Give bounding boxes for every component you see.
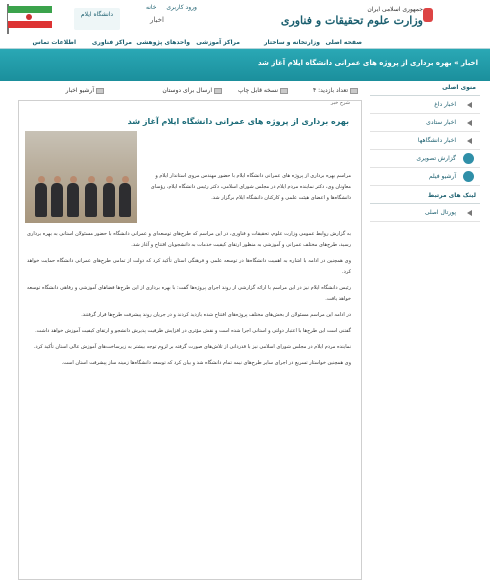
arrow-icon — [467, 102, 472, 108]
nav-contact[interactable]: اطلاعات تماس — [32, 39, 76, 46]
nav-education[interactable]: مراکز آموزشی — [196, 39, 240, 46]
sidebar-item-staff-news[interactable]: اخبار ستادی — [370, 114, 480, 132]
home-link[interactable]: خانه — [146, 4, 157, 11]
ministry-logo[interactable] — [280, 4, 435, 32]
arrow-icon — [467, 138, 472, 144]
section-label: اخبار — [150, 16, 164, 24]
top-links — [138, 4, 197, 11]
article-box — [18, 100, 362, 580]
article-paragraph: رئیس دانشگاه ایلام نیز در این مراسم با ارائه گزارشی از روند اجرای پروژه‌ها گفت: با بهره برداری از این طرح‌ها فضاهای آموزشی و رفاهی دانشگاه توسعه خواهد یافت. — [27, 285, 351, 302]
related-links-title: لینک های مرتبط — [370, 192, 480, 204]
article-lead: مراسم بهره برداری از پروژه های عمرانی دانشگاه ایلام با حضور مهندس مروی استاندار ایلام و معاونان وی، دکتر نماینده مردم ایلام در مجلس شورای اسلامی، دکتر رئیس دانشگاه ایلام، رؤسای دانشگاه‌ها و اعضای هیئت علمی و کارکنان دانشگاه ایلام برگزار شد. — [150, 173, 351, 201]
ministry-small-text: جمهوری اسلامی ایران — [367, 6, 423, 13]
breadcrumb-text[interactable]: اخبار » بهره برداری از پروژه های عمرانی دانشگاه ایلام آغاز شد — [257, 59, 478, 67]
article-photo — [25, 131, 137, 223]
eye-icon — [350, 88, 358, 94]
article-title: بهره برداری از پروژه های عمرانی دانشگاه ایلام آغاز شد — [127, 117, 349, 126]
article-tools — [18, 86, 362, 98]
arrow-icon — [467, 120, 472, 126]
camera-icon — [463, 153, 474, 164]
sidebar-item-university-news[interactable]: اخبار دانشگاهها — [370, 132, 480, 150]
article-paragraph: نماینده مردم ایلام در مجلس شورای اسلامی نیز با قدردانی از تلاش‌های صورت گرفته بر لزوم توجه بیشتر به زیرساخت‌های آموزش عالی استان تأکید کرد. — [33, 344, 351, 350]
sidebar-item-hot-news[interactable]: اخبار داغ — [370, 96, 480, 114]
box-label: شرح خبر — [328, 100, 353, 106]
main-nav — [0, 37, 490, 49]
emblem-icon — [423, 8, 433, 22]
article-paragraph: وی همچنین در ادامه با اشاره به اهمیت دانشگاه‌ها در توسعه علمی و فرهنگی استان تأکید کرد که دولت از تمامی طرح‌های عمرانی دانشگاه حمایت خواهد کرد. — [27, 258, 351, 275]
sidebar-item-video-archive[interactable]: آرشیو فیلم — [370, 168, 480, 186]
ministry-title: وزارت علوم تحقیقات و فناوری — [280, 14, 423, 27]
view-count: تعداد بازدید: ۴ — [313, 87, 358, 94]
related-link-portal[interactable]: پورتال اصلی — [370, 204, 480, 222]
sidebar-menu-title: منوی اصلی — [370, 84, 480, 96]
print-button[interactable]: نسخه قابل چاپ — [238, 87, 288, 94]
sidebar — [370, 84, 480, 304]
university-logo: دانشگاه ایلام — [74, 8, 120, 30]
print-icon — [280, 88, 288, 94]
archive-icon — [96, 88, 104, 94]
article-paragraph: گفتنی است این طرح‌ها با اعتبار دولتی و استانی اجرا شده است و نقش مؤثری در افزایش ظرفیت پذیرش دانشجو و ارتقای کیفیت آموزش خواهد داشت. — [35, 328, 351, 334]
iran-flag-icon — [8, 6, 52, 28]
breadcrumb — [0, 49, 490, 81]
article-paragraph: در ادامه این مراسم مسئولان از بخش‌های مختلف پروژه‌های افتتاح شده بازدید کردند و در جریان روند پیشرفت طرح‌ها قرار گرفتند. — [81, 312, 351, 318]
article-paragraph: وی همچنین خواستار تسریع در اجرای سایر طرح‌های نیمه تمام دانشگاه شد و بیان کرد که توسعه دانشگاه‌ها زمینه ساز پیشرفت استان است. — [61, 360, 351, 366]
film-icon — [463, 171, 474, 182]
nav-technology[interactable]: مراکز فناوری — [91, 39, 132, 46]
nav-ministry[interactable]: وزارتخانه و ساختار — [264, 39, 320, 46]
send-to-friend-button[interactable]: ارسال برای دوستان — [162, 87, 222, 94]
nav-research[interactable]: واحدهای پژوهشی — [136, 39, 190, 46]
article-paragraph: به گزارش روابط عمومی وزارت علوم، تحقیقات و فناوری، در این مراسم که طرح‌های توسعه‌ای و عمرانی دانشگاه با حضور مسئولان استانی به بهره برداری رسید، طرح‌های مختلف عمرانی و آموزشی به منظور ارتقای کیفیت خدمات به دانشجویان افتتاح و آغاز شد. — [27, 231, 351, 248]
mail-icon — [214, 88, 222, 94]
flag-banner — [4, 2, 124, 35]
login-link[interactable]: ورود کاربری — [166, 4, 197, 11]
archive-button[interactable]: آرشیو اخبار — [66, 87, 104, 94]
article-body — [27, 229, 351, 374]
nav-home[interactable]: صفحه اصلی — [325, 39, 362, 46]
sidebar-item-photo-report[interactable]: گزارش تصویری — [370, 150, 480, 168]
arrow-icon — [467, 210, 472, 216]
site-header — [0, 0, 490, 37]
